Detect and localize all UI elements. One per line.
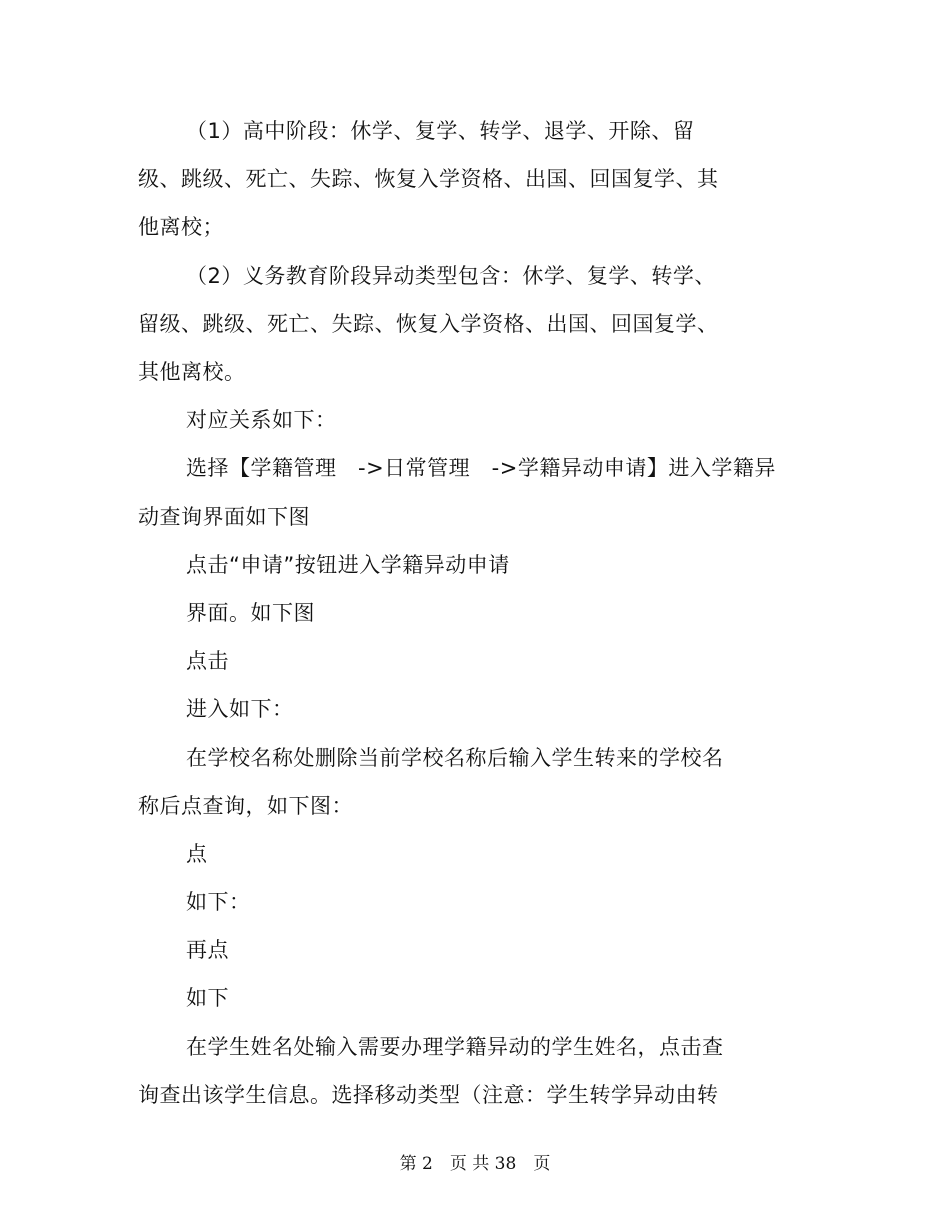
- paragraph-line: 询查出该学生信息。选择移动类型（注意：学生转学异动由转: [138, 1083, 719, 1107]
- paragraph-line: 级、跳级、死亡、失踪、恢复入学资格、出国、回国复学、其: [138, 167, 719, 191]
- page-number-footer: 第 2 页 共 38 页: [399, 1154, 551, 1174]
- paragraph-line: 选择【学籍管理 ->日常管理 ->学籍异动申请】进入学籍异: [186, 456, 776, 480]
- paragraph-line: 进入如下：: [186, 697, 294, 721]
- paragraph-line: 点: [186, 842, 208, 866]
- paragraph-line: 在学生姓名处输入需要办理学籍异动的学生姓名，点击查: [186, 1035, 724, 1059]
- paragraph-line: 如下: [186, 986, 229, 1010]
- paragraph-line: 界面。如下图: [186, 601, 315, 625]
- paragraph-line: 再点: [186, 938, 229, 962]
- paragraph-line: 称后点查询，如下图：: [138, 794, 353, 818]
- paragraph-line: （1）高中阶段：休学、复学、转学、退学、开除、留: [186, 119, 695, 143]
- paragraph-line: 对应关系如下：: [186, 408, 337, 432]
- paragraph-line: 如下：: [186, 890, 251, 914]
- paragraph-line: 留级、跳级、死亡、失踪、恢复入学资格、出国、回国复学、: [138, 312, 719, 336]
- paragraph-line: 点击“申请”按钮进入学籍异动申请: [186, 553, 510, 577]
- paragraph-line: 动查询界面如下图: [138, 505, 310, 529]
- paragraph-line: 其他离校。: [138, 360, 246, 384]
- paragraph-line: （2）义务教育阶段异动类型包含：休学、复学、转学、: [186, 264, 716, 288]
- paragraph-line: 在学校名称处删除当前学校名称后输入学生转来的学校名: [186, 746, 724, 770]
- paragraph-line: 点击: [186, 649, 229, 673]
- paragraph-line: 他离校；: [138, 215, 224, 239]
